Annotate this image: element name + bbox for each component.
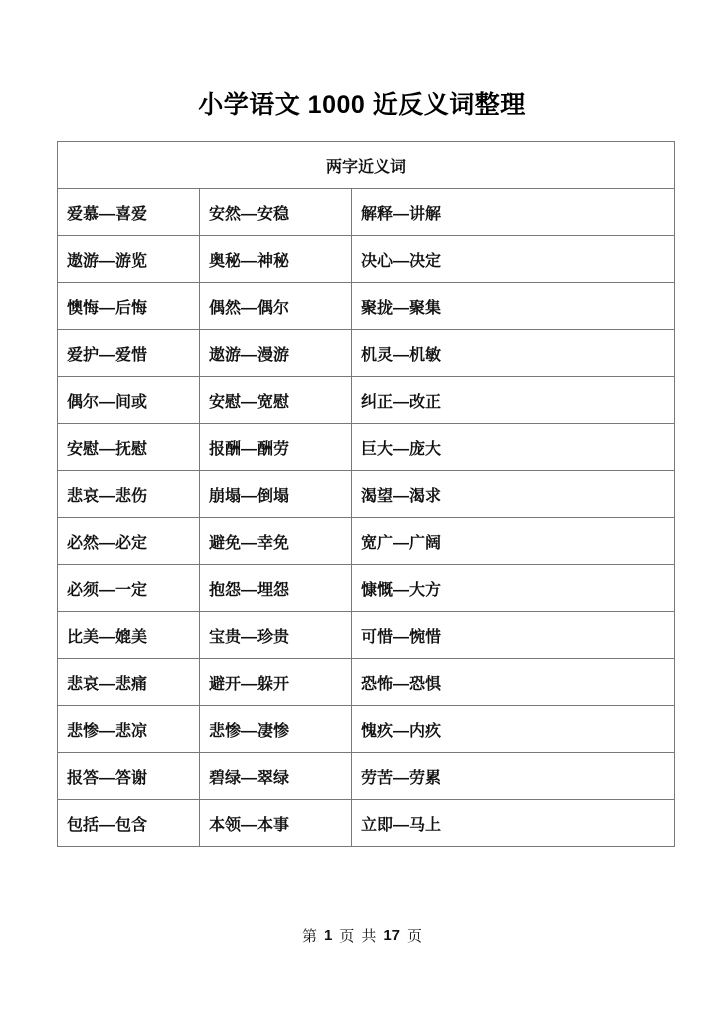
table-row — [58, 659, 675, 706]
footer-page-label: 页 — [339, 928, 355, 945]
table-row — [58, 565, 675, 612]
synonym-pair-cell: 宝贵—珍贵 — [200, 612, 352, 659]
table-row — [58, 518, 675, 565]
synonym-pair-cell: 懊悔—后悔 — [58, 283, 200, 330]
synonym-table — [57, 141, 675, 847]
synonym-pair-cell: 避免—幸免 — [200, 518, 352, 565]
footer-of-label: 共 — [361, 928, 377, 945]
synonym-pair-cell: 决心—决定 — [352, 236, 675, 283]
footer-total-label: 页 — [407, 928, 423, 945]
synonym-pair-cell: 包括—包含 — [58, 800, 200, 847]
synonym-pair-cell: 纠正—改正 — [352, 377, 675, 424]
table-header-cell: 两字近义词 — [58, 142, 675, 189]
synonym-pair-cell: 宽广—广阔 — [352, 518, 675, 565]
table-row — [58, 283, 675, 330]
page-footer — [0, 925, 724, 946]
synonym-pair-cell: 恐怖—恐惧 — [352, 659, 675, 706]
synonym-pair-cell: 报答—答谢 — [58, 753, 200, 800]
table-row — [58, 236, 675, 283]
synonym-pair-cell: 安慰—抚慰 — [58, 424, 200, 471]
synonym-pair-cell: 悲哀—悲痛 — [58, 659, 200, 706]
synonym-pair-cell: 立即—马上 — [352, 800, 675, 847]
synonym-pair-cell: 必须—一定 — [58, 565, 200, 612]
synonym-pair-cell: 奥秘—神秘 — [200, 236, 352, 283]
synonym-pair-cell: 安然—安稳 — [200, 189, 352, 236]
table-row — [58, 706, 675, 753]
table-row — [58, 471, 675, 518]
synonym-pair-cell: 悲惨—凄惨 — [200, 706, 352, 753]
synonym-pair-cell: 慷慨—大方 — [352, 565, 675, 612]
footer-page-number: 1 — [323, 927, 333, 944]
synonym-pair-cell: 劳苦—劳累 — [352, 753, 675, 800]
synonym-pair-cell: 爱护—爱惜 — [58, 330, 200, 377]
synonym-pair-cell: 抱怨—埋怨 — [200, 565, 352, 612]
synonym-pair-cell: 崩塌—倒塌 — [200, 471, 352, 518]
synonym-pair-cell: 比美—媲美 — [58, 612, 200, 659]
synonym-pair-cell: 渴望—渴求 — [352, 471, 675, 518]
synonym-pair-cell: 安慰—宽慰 — [200, 377, 352, 424]
table-row — [58, 189, 675, 236]
footer-total-pages: 17 — [383, 927, 401, 944]
synonym-pair-cell: 偶尔—间或 — [58, 377, 200, 424]
synonym-pair-cell: 悲哀—悲伤 — [58, 471, 200, 518]
table-row — [58, 753, 675, 800]
table-row — [58, 800, 675, 847]
synonym-pair-cell: 遨游—游览 — [58, 236, 200, 283]
synonym-pair-cell: 悲惨—悲凉 — [58, 706, 200, 753]
synonym-pair-cell: 遨游—漫游 — [200, 330, 352, 377]
footer-prefix-label: 第 — [301, 928, 317, 945]
synonym-pair-cell: 避开—躲开 — [200, 659, 352, 706]
table-header-row — [58, 142, 675, 189]
page-title: 小学语文 1000 近反义词整理 — [198, 91, 526, 119]
synonym-pair-cell: 报酬—酬劳 — [200, 424, 352, 471]
synonym-pair-cell: 必然—必定 — [58, 518, 200, 565]
synonym-pair-cell: 偶然—偶尔 — [200, 283, 352, 330]
synonym-pair-cell: 巨大—庞大 — [352, 424, 675, 471]
synonym-pair-cell: 机灵—机敏 — [352, 330, 675, 377]
synonym-pair-cell: 碧绿—翠绿 — [200, 753, 352, 800]
table-row — [58, 612, 675, 659]
synonym-pair-cell: 可惜—惋惜 — [352, 612, 675, 659]
table-row — [58, 377, 675, 424]
synonym-pair-cell: 本领—本事 — [200, 800, 352, 847]
synonym-pair-cell: 愧疚—内疚 — [352, 706, 675, 753]
table-row — [58, 424, 675, 471]
synonym-pair-cell: 爱慕—喜爱 — [58, 189, 200, 236]
synonym-pair-cell: 解释—讲解 — [352, 189, 675, 236]
table-row — [58, 330, 675, 377]
synonym-pair-cell: 聚拢—聚集 — [352, 283, 675, 330]
